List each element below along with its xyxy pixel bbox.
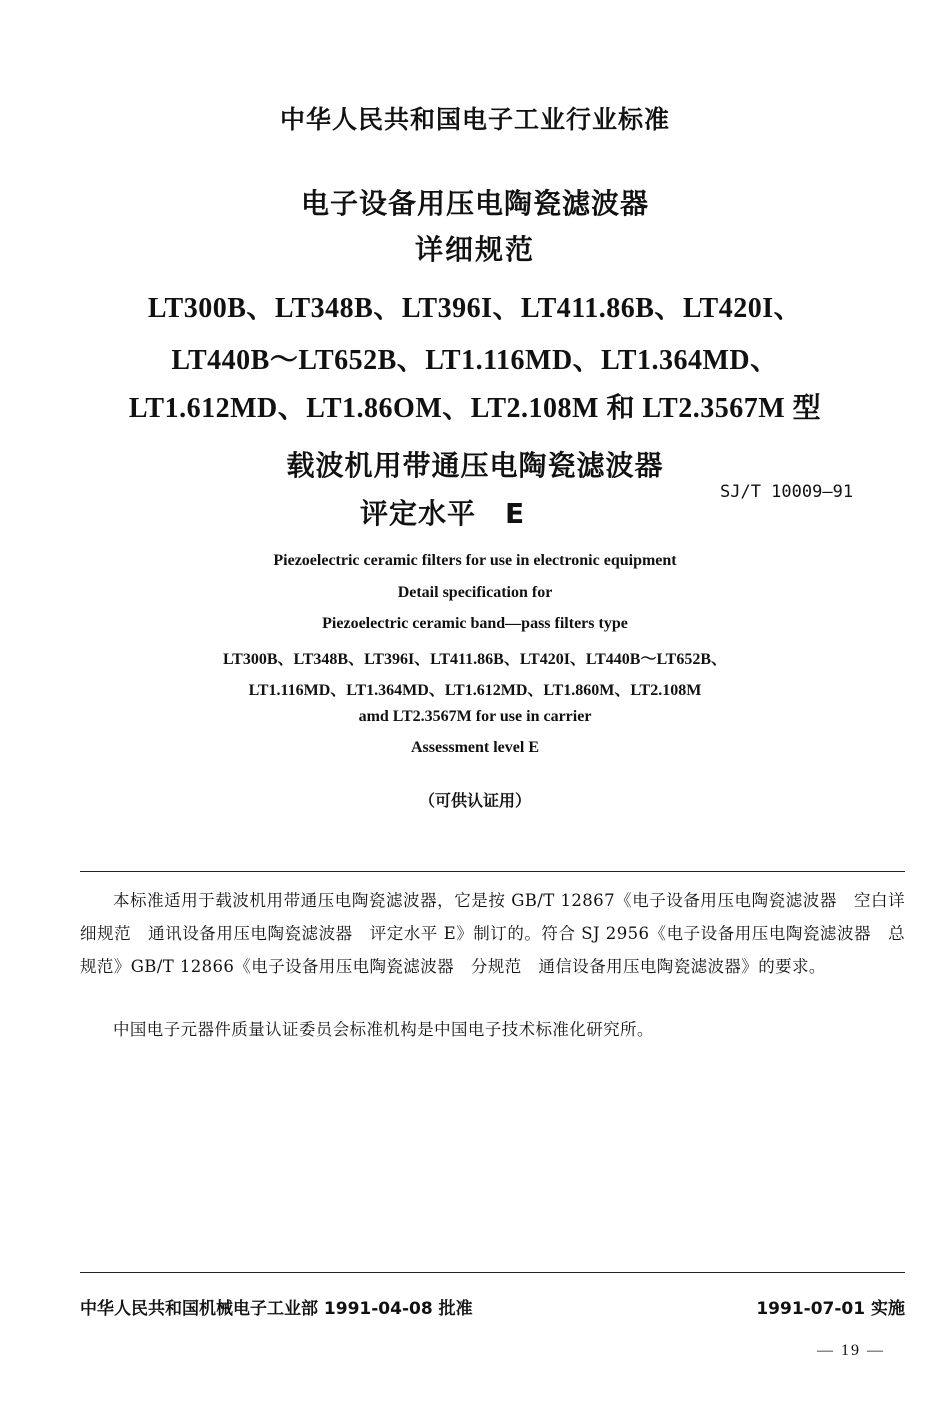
english-title-line-1: Piezoelectric ceramic filters for use in electronic equipment — [273, 552, 677, 569]
body-paragraph-scope: 本标准适用于载波机用带通压电陶瓷滤波器，它是按 GB/T 12867《电子设备用压电陶瓷滤波器 空白详细规范 通讯设备用压电陶瓷滤波器 评定水平 E》制订的。符合 SJ 2956《电子设备用压电陶瓷滤波器 总规范》GB/T 12866《电子设备用压电陶瓷滤波器 分规范 通信设备用压电陶瓷滤波器》的要求。 — [80, 891, 905, 976]
english-title-line-7: Assessment level E — [411, 739, 539, 756]
title-main: 电子设备用压电陶瓷滤波器 — [300, 187, 649, 220]
type-list-line-3: LT1.612MD、LT1.86OM、LT2.108M 和 LT2.3567M 型 — [128, 393, 822, 424]
bottom-divider — [80, 1272, 905, 1273]
top-divider — [80, 871, 905, 872]
implementation-date: 1991-07-01 实施 — [756, 1299, 905, 1319]
english-title-line-2: Detail specification for — [397, 584, 553, 601]
english-title-line-4: LT300B、LT348B、LT396I、LT411.86B、LT420I、LT440B～LT652B、 — [222, 651, 728, 668]
title-assessment-level: 评定水平 E — [360, 497, 526, 530]
page-number: — 19 — — [817, 1342, 885, 1359]
english-title-line-3: Piezoelectric ceramic band—pass filters type — [322, 615, 628, 632]
standard-organization-header: 中华人民共和国电子工业行业标准 — [279, 105, 670, 134]
standard-code: SJ/T 10009—91 — [720, 482, 854, 502]
body-paragraph-institution: 中国电子元器件质量认证委员会标准机构是中国电子技术标准化研究所。 — [113, 1020, 654, 1039]
certification-note: （可供认证用） — [418, 791, 531, 810]
approval-statement: 中华人民共和国机械电子工业部 1991-04-08 批准 — [80, 1299, 473, 1319]
title-subtitle: 详细规范 — [414, 233, 535, 266]
type-list-line-1: LT300B、LT348B、LT396I、LT411.86B、LT420I、 — [147, 293, 803, 324]
english-title-line-5: LT1.116MD、LT1.364MD、LT1.612MD、LT1.860M、LT2.108M — [248, 682, 702, 699]
english-title-line-6: amd LT2.3567M for use in carrier — [358, 708, 592, 725]
type-list-line-2: LT440B～LT652B、LT1.116MD、LT1.364MD、 — [171, 345, 779, 376]
title-filter-type: 载波机用带通压电陶瓷滤波器 — [286, 449, 664, 482]
